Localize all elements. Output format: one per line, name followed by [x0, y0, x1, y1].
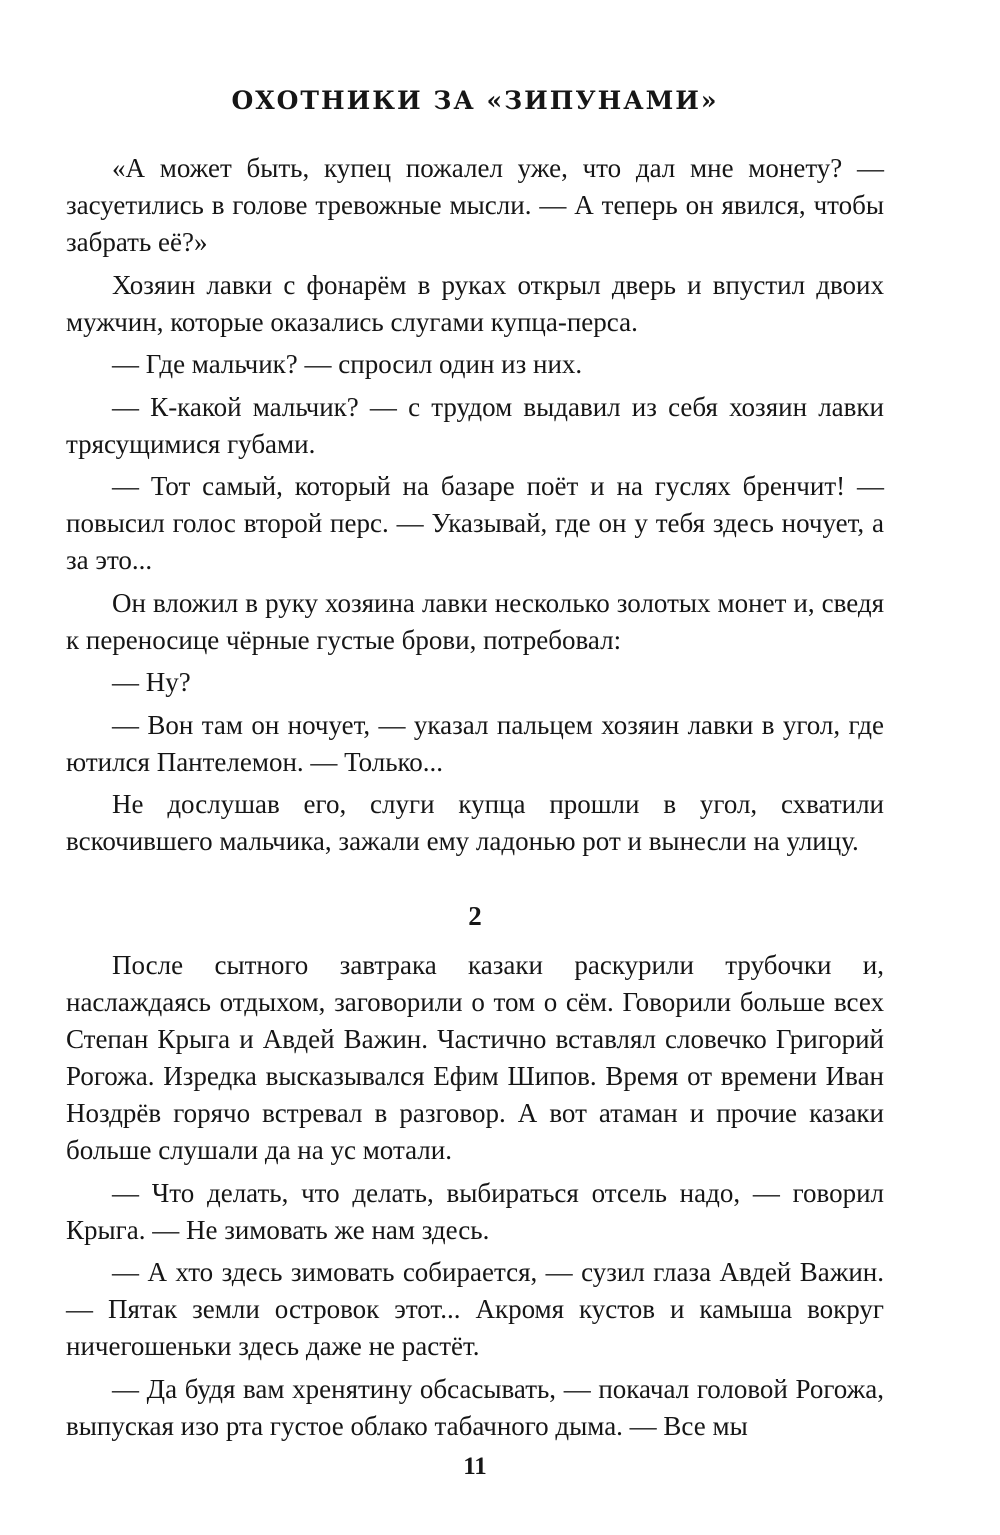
paragraph: — Да будя вам хренятину обсасывать, — покачал головой Рогожа, выпуская изо рта густое облако табачного дыма. — Все мы — [66, 1373, 884, 1441]
running-title: ОХОТНИКИ ЗА «ЗИПУНАМИ» — [231, 86, 719, 115]
paragraph: После сытного завтрака казаки раскурили трубочки и, наслаждаясь отдыхом, заговорили о том о сём. Говорили больше всех Степан Крыга и Авдей Важин. Частично вставлял словечко Григорий Рогожа. Изредка высказывался Ефим Шипов. Время от времени Иван Ноздрёв горячо встревал в разговор. А вот атаман и прочие казаки больше слушали да на ус мотали. — [66, 950, 884, 1165]
book-page — [66, 0, 884, 1535]
paragraph: — Что делать, что делать, выбираться отсель надо, — говорил Крыга. — Не зимовать же нам здесь. — [66, 1177, 884, 1245]
paragraph: — Вон там он ночует, — указал пальцем хозяин лавки в угол, где ютился Пантелемон. — Только... — [66, 709, 884, 777]
paragraph: — Где мальчик? — спросил один из них. — [112, 349, 583, 379]
paragraph: — Тот самый, который на базаре поёт и на гуслях бренчит! — повысил голос второй перс. — Указывай, где он у тебя здесь ночует, а за это... — [66, 471, 884, 575]
paragraph: «А может быть, купец пожалел уже, что дал мне монету? — засуетились в голове тревожные мысли. — А теперь он явился, чтобы забрать её?» — [66, 153, 884, 257]
paragraph: Не дослушав его, слуги купца прошли в угол, схватили вскочившего мальчика, зажали ему ладонью рот и вынесли на улицу. — [66, 789, 884, 856]
page-number: 11 — [463, 1453, 487, 1480]
paragraph: — А хто здесь зимовать собирается, — сузил глаза Авдей Важин. — Пятак земли островок этот... Акромя кустов и камыша вокруг ничегошеньки здесь даже не растёт. — [66, 1257, 884, 1361]
paragraph: — Ну? — [112, 667, 191, 697]
paragraph: Хозяин лавки с фонарём в руках открыл дверь и впустил двоих мужчин, которые оказались слугами купца-перса. — [66, 269, 884, 337]
page-body — [66, 150, 884, 1450]
chapter-number: 2 — [468, 901, 482, 931]
paragraph: — К-какой мальчик? — с трудом выдавил из себя хозяин лавки трясущимися губами. — [66, 391, 884, 459]
paragraph: Он вложил в руку хозяина лавки несколько золотых монет и, сведя к переносице чёрные густые брови, потребовал: — [66, 587, 884, 655]
